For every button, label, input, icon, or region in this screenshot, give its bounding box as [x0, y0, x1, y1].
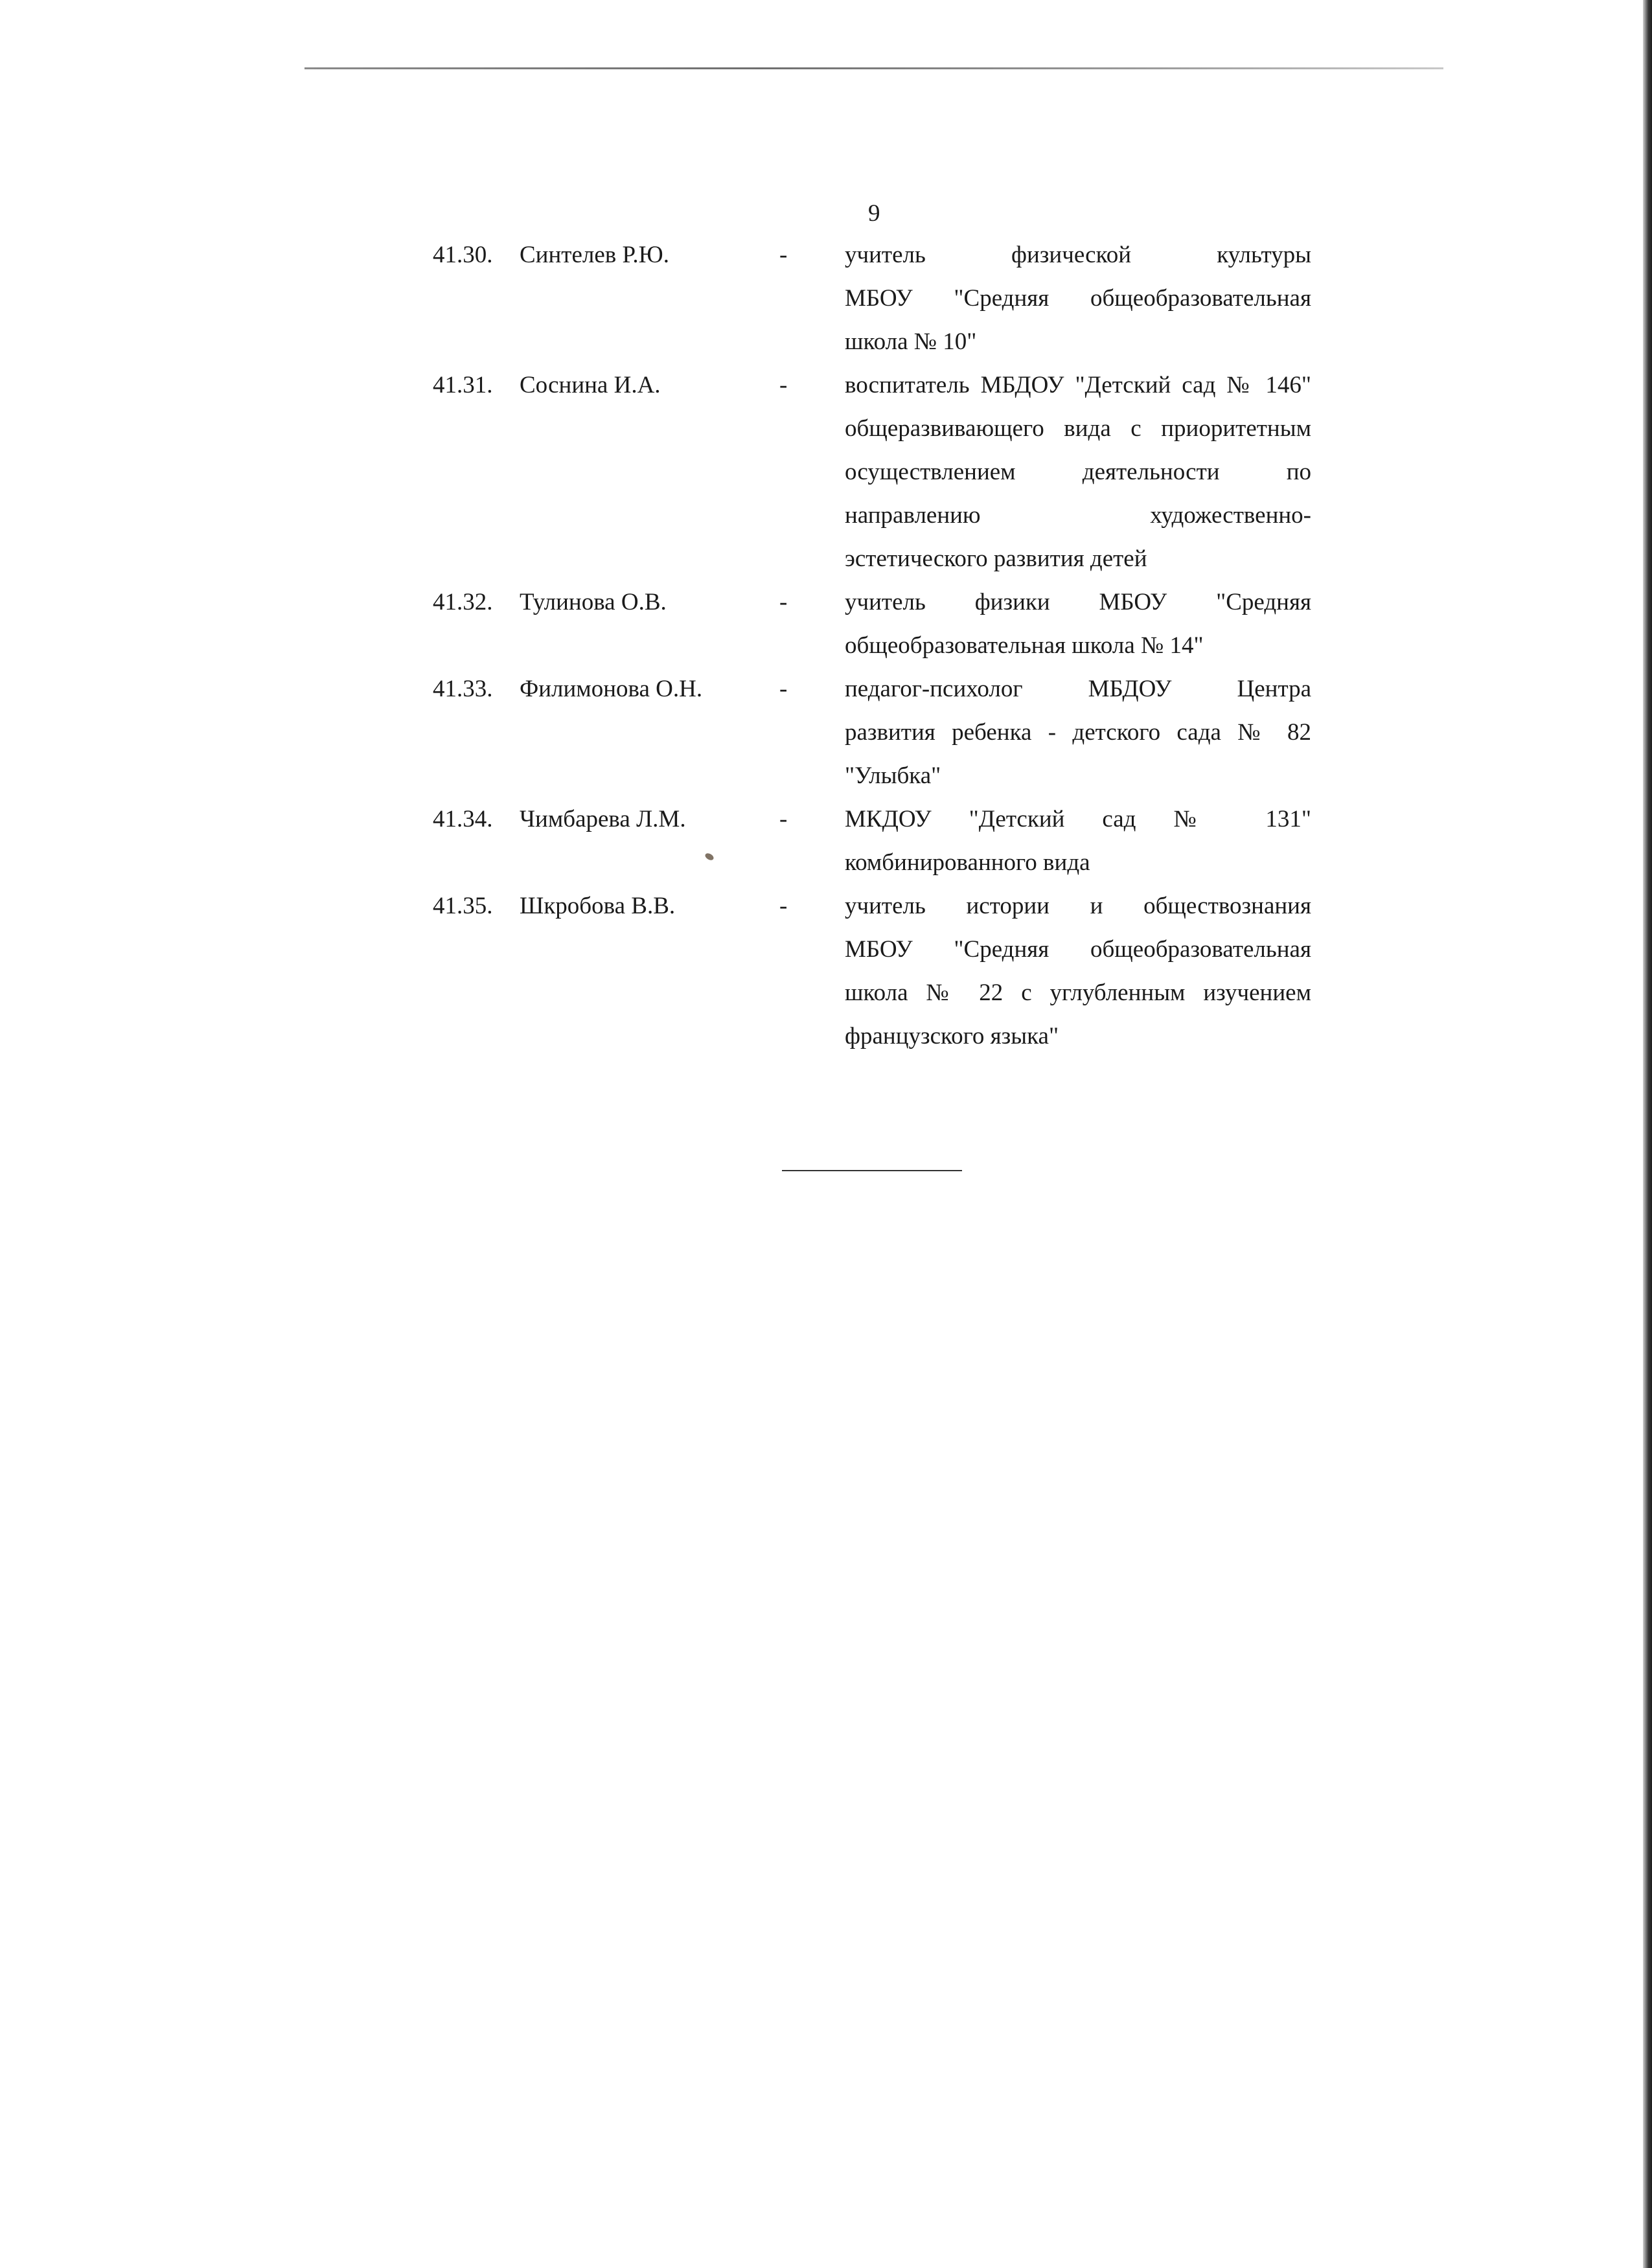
description-line: направлению художественно-	[845, 502, 1311, 529]
description-line: школа № 22 с углубленным изучением	[845, 979, 1311, 1006]
description-line: учитель истории и обществознания	[845, 893, 1311, 919]
description-line: МБОУ "Средняя общеобразовательная	[845, 285, 1311, 312]
item-dash: -	[779, 242, 788, 268]
item-number: 41.35.	[433, 893, 493, 919]
description-line: МКДОУ "Детский сад № 131"	[845, 806, 1311, 832]
person-name: Синтелев Р.Ю.	[520, 242, 669, 268]
description-line: французского языка"	[845, 1023, 1059, 1049]
description-line: общеобразовательная школа № 14"	[845, 632, 1204, 659]
scan-edge	[1643, 0, 1652, 2268]
person-name: Тулинова О.В.	[520, 589, 667, 615]
description-line: воспитатель МБДОУ "Детский сад № 146"	[845, 372, 1311, 398]
person-name: Чимбарева Л.М.	[520, 806, 686, 832]
description-line: развития ребенка - детского сада № 82	[845, 719, 1311, 746]
item-dash: -	[779, 806, 788, 832]
position-description	[845, 363, 1311, 580]
description-line: МБОУ "Средняя общеобразовательная	[845, 936, 1311, 963]
item-dash: -	[779, 676, 788, 702]
item-number: 41.33.	[433, 676, 493, 702]
description-line: учитель физики МБОУ "Средняя	[845, 589, 1311, 615]
item-number: 41.34.	[433, 806, 493, 832]
person-name: Соснина И.А.	[520, 372, 661, 398]
item-dash: -	[779, 589, 788, 615]
person-name: Филимонова О.Н.	[520, 676, 703, 702]
position-description	[845, 884, 1311, 1058]
position-description	[845, 233, 1311, 363]
position-description	[845, 580, 1311, 667]
item-number: 41.31.	[433, 372, 493, 398]
description-line: эстетического развития детей	[845, 545, 1147, 572]
description-line: комбинированного вида	[845, 849, 1090, 876]
item-number: 41.32.	[433, 589, 493, 615]
description-line: учитель физической культуры	[845, 242, 1311, 268]
item-dash: -	[779, 372, 788, 398]
item-dash: -	[779, 893, 788, 919]
end-rule	[782, 1170, 962, 1171]
description-line: педагог-психолог МБДОУ Центра	[845, 676, 1311, 702]
description-line: общеразвивающего вида с приоритетным	[845, 415, 1311, 442]
position-description	[845, 797, 1311, 884]
description-line: "Улыбка"	[845, 762, 941, 789]
description-line: школа № 10"	[845, 328, 977, 355]
description-line: осуществлением деятельности по	[845, 459, 1311, 485]
item-number: 41.30.	[433, 242, 493, 268]
person-name: Шкробова В.В.	[520, 893, 676, 919]
page-number: 9	[868, 200, 880, 227]
scan-smudge	[704, 852, 715, 862]
position-description	[845, 667, 1311, 797]
top-rule	[304, 67, 1443, 69]
